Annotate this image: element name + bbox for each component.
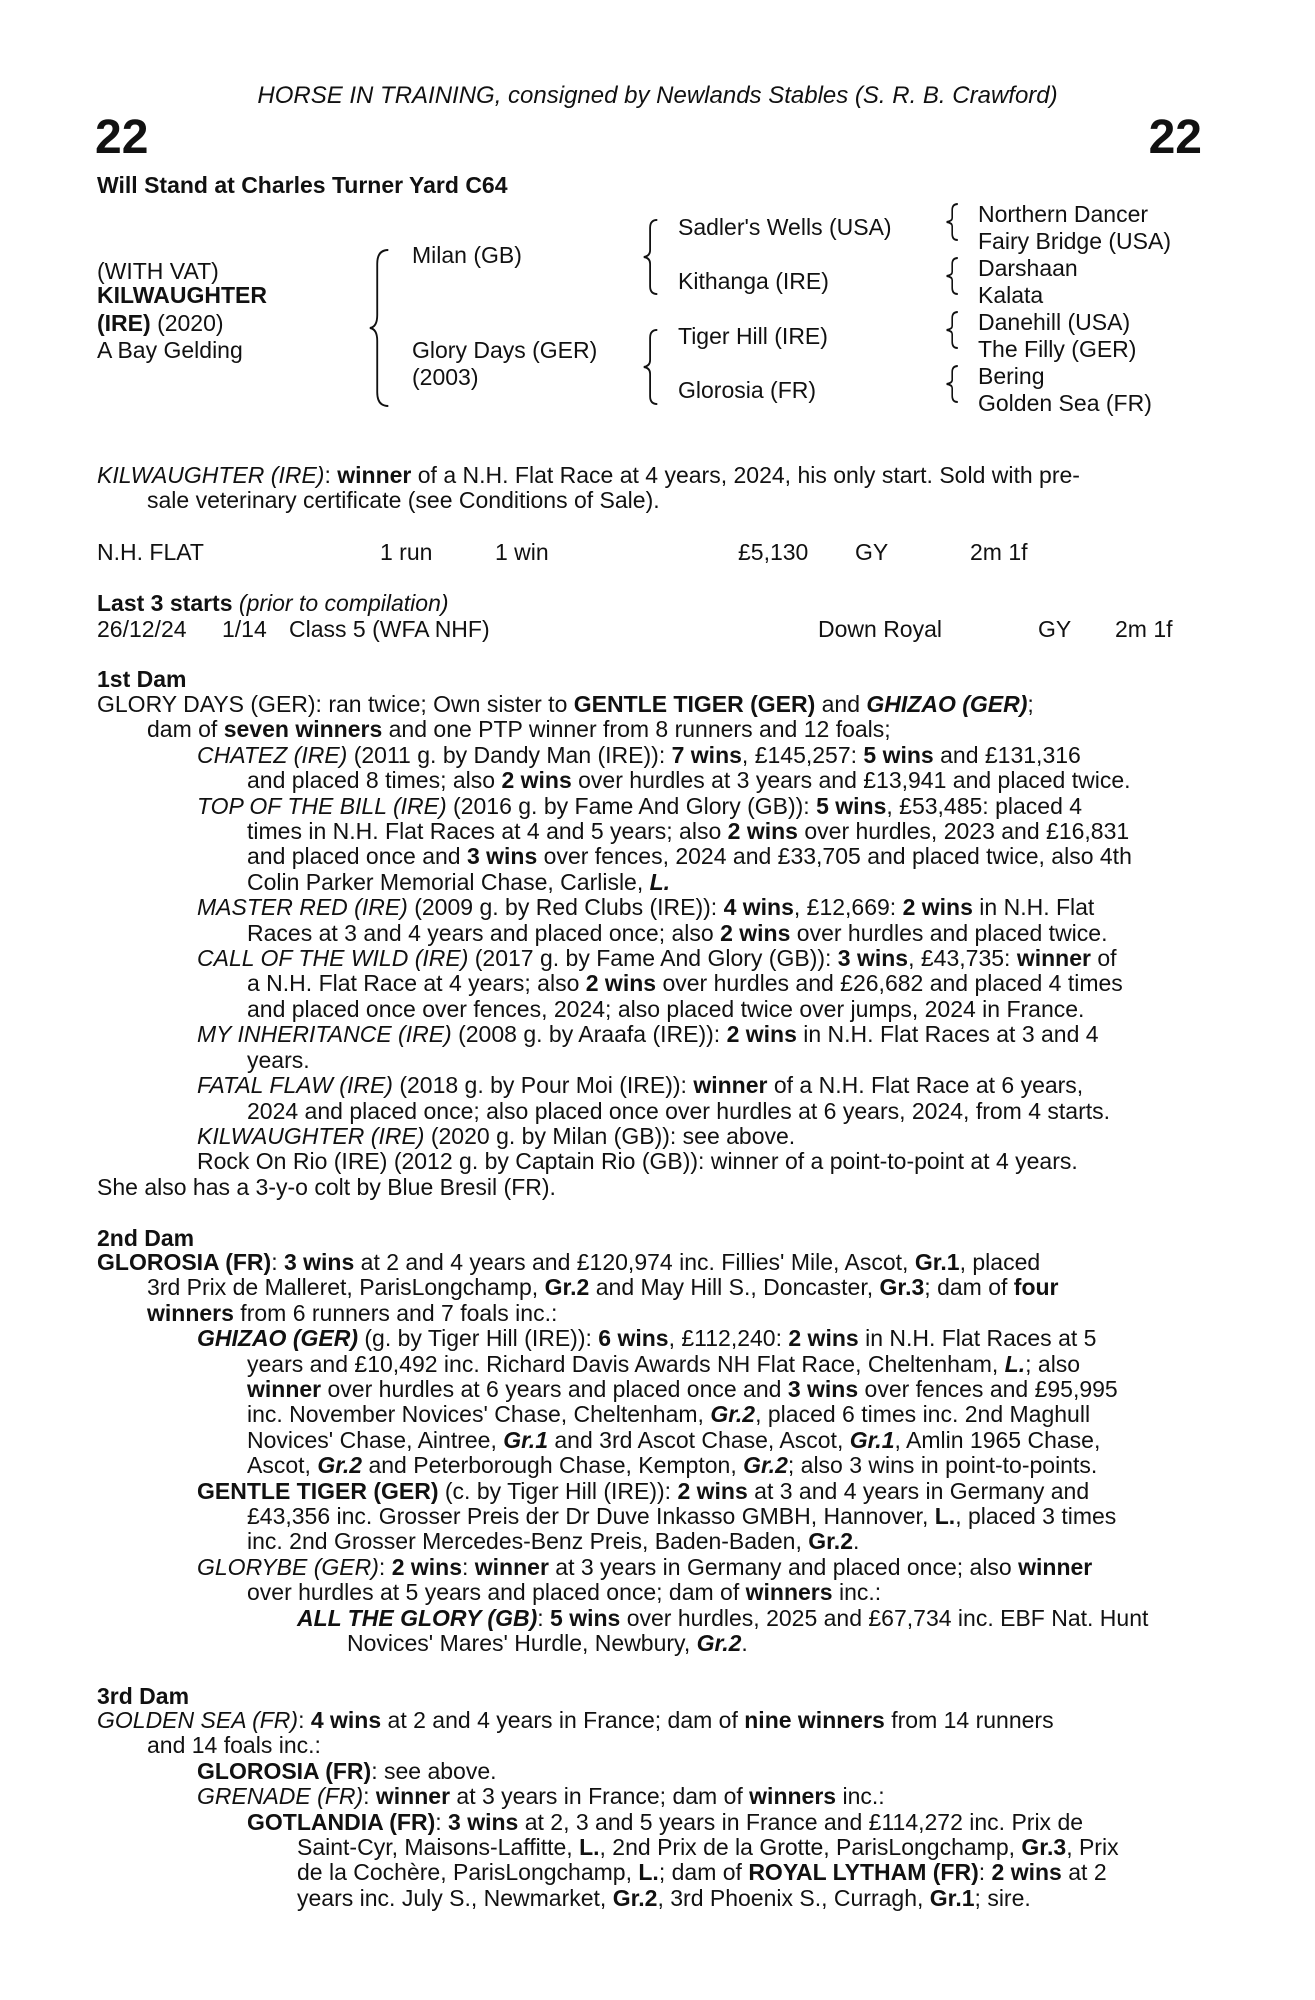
- pedigree-note-line: years.: [247, 1046, 310, 1073]
- pedigree-gen4-8: Golden Sea (FR): [978, 390, 1152, 416]
- pedigree-brace-4b: [945, 256, 961, 296]
- record-prize: £5,130: [738, 539, 809, 565]
- last-start-going: GY: [1038, 616, 1072, 642]
- pedigree-note-line: inc. November Novices' Chase, Cheltenham, Gr.2, placed 6 times inc. 2nd Maghull: [247, 1401, 1091, 1428]
- pedigree-note-line: 3rd Prix de Malleret, ParisLongchamp, Gr.2 and May Hill S., Doncaster, Gr.3; dam of four: [147, 1274, 1059, 1301]
- pedigree-note-line: £43,356 inc. Grosser Preis der Dr Duve Inkasso GMBH, Hannover, L., placed 3 times: [247, 1503, 1117, 1530]
- pedigree-note-line: winners from 6 runners and 7 foals inc.:: [147, 1299, 558, 1326]
- summary-line-2: sale veterinary certificate (see Conditions of Sale).: [147, 487, 660, 513]
- pedigree-note-line: Rock On Rio (IRE) (2012 g. by Captain Rio (GB)): winner of a point-to-point at 4 years.: [197, 1148, 1078, 1175]
- horse-year: (2020): [157, 310, 224, 336]
- pedigree-note-line: GOTLANDIA (FR): 3 wins at 2, 3 and 5 years in France and £114,272 inc. Prix de: [247, 1808, 1084, 1835]
- pedigree-note-line: and placed once and 3 wins over fences, 2024 and £33,705 and placed twice, also 4th: [247, 843, 1132, 870]
- pedigree-note-line: years and £10,492 inc. Richard Davis Awards NH Flat Race, Cheltenham, L.; also: [247, 1350, 1081, 1377]
- pedigree-gen3-1: Sadler's Wells (USA): [678, 214, 892, 240]
- pedigree-gen4-6: The Filly (GER): [978, 336, 1137, 362]
- pedigree-gen4-3: Darshaan: [978, 255, 1078, 281]
- record-type: N.H. FLAT: [97, 539, 204, 565]
- pedigree-note-line: Races at 3 and 4 years and placed once; also 2 wins over hurdles and placed twice.: [247, 919, 1108, 946]
- pedigree-note-line: Novices' Mares' Hurdle, Newbury, Gr.2.: [347, 1630, 748, 1657]
- pedigree-note-line: GOLDEN SEA (FR): 4 wins at 2 and 4 years in France; dam of nine winners from 14 runners: [97, 1707, 1054, 1733]
- pedigree-dam: Glory Days (GER): [412, 337, 598, 363]
- last-start-position: 1/14: [222, 616, 267, 642]
- horse-description: A Bay Gelding: [97, 337, 243, 363]
- pedigree-note-line: Saint-Cyr, Maisons-Laffitte, L., 2nd Prix de la Grotte, ParisLongchamp, Gr.3, Prix: [297, 1834, 1119, 1861]
- pedigree-note-line: times in N.H. Flat Races at 4 and 5 years; also 2 wins over hurdles, 2023 and £16,831: [247, 818, 1130, 845]
- pedigree-note-line: GRENADE (FR): winner at 3 years in France; dam of winners inc.:: [197, 1783, 885, 1810]
- second-dam-block: [97, 1250, 1207, 1657]
- pedigree-gen3-4: Glorosia (FR): [678, 377, 817, 403]
- pedigree-gen3-2: Kithanga (IRE): [678, 268, 829, 294]
- pedigree-note-line: and 14 foals inc.:: [147, 1732, 321, 1759]
- second-dam-heading: 2nd Dam: [97, 1225, 195, 1251]
- pedigree-gen3-3: Tiger Hill (IRE): [678, 323, 828, 349]
- record-distance: 2m 1f: [970, 539, 1028, 565]
- pedigree-gen4-1: Northern Dancer: [978, 201, 1149, 227]
- last-start-class: Class 5 (WFA NHF): [289, 616, 490, 642]
- pedigree-brace-sire: [642, 218, 660, 296]
- pedigree-note-line: Novices' Chase, Aintree, Gr.1 and 3rd Ascot Chase, Ascot, Gr.1, Amlin 1965 Chase,: [247, 1426, 1101, 1453]
- pedigree-note-line: over hurdles at 5 years and placed once; dam of winners inc.:: [247, 1579, 882, 1606]
- pedigree-note-line: GHIZAO (GER) (g. by Tiger Hill (IRE)): 6 wins, £112,240: 2 wins in N.H. Flat Races at 5: [197, 1325, 1097, 1352]
- vat-note: (WITH VAT): [97, 258, 219, 284]
- pedigree-note-line: GENTLE TIGER (GER) (c. by Tiger Hill (IRE)): 2 wins at 3 and 4 years in Germany and: [197, 1477, 1090, 1504]
- pedigree-gen4-4: Kalata: [978, 282, 1044, 308]
- record-wins: 1 win: [495, 539, 549, 565]
- record-going: GY: [855, 539, 889, 565]
- pedigree-note-line: KILWAUGHTER (IRE) (2020 g. by Milan (GB)): see above.: [197, 1122, 796, 1149]
- page-header: HORSE IN TRAINING, consigned by Newlands Stables (S. R. B. Crawford): [257, 82, 1058, 109]
- lot-number-left: 22: [95, 111, 149, 164]
- summary-line-1: KILWAUGHTER (IRE): winner of a N.H. Flat Race at 4 years, 2024, his only start. Sold with pre-: [97, 462, 1080, 488]
- pedigree-note-line: de la Cochère, ParisLongchamp, L.; dam of ROYAL LYTHAM (FR): 2 wins at 2: [297, 1859, 1107, 1886]
- pedigree-note-line: CALL OF THE WILD (IRE) (2017 g. by Fame And Glory (GB)): 3 wins, £43,735: winner of: [197, 945, 1117, 972]
- lot-number-right: 22: [1148, 111, 1202, 164]
- pedigree-note-line: Colin Parker Memorial Chase, Carlisle, L.: [247, 868, 671, 895]
- pedigree-gen4-7: Bering: [978, 363, 1045, 389]
- pedigree-brace-4d: [945, 364, 961, 404]
- pedigree-note-line: GLOROSIA (FR): 3 wins at 2 and 4 years and £120,974 inc. Fillies' Mile, Ascot, Gr.1, placed: [97, 1249, 1041, 1275]
- first-dam-heading: 1st Dam: [97, 666, 187, 692]
- pedigree-note-line: She also has a 3-y-o colt by Blue Bresil (FR).: [97, 1173, 556, 1200]
- pedigree-note-line: years inc. July S., Newmarket, Gr.2, 3rd Phoenix S., Curragh, Gr.1; sire.: [297, 1884, 1031, 1911]
- pedigree-note-line: 2024 and placed once; also placed once over hurdles at 6 years, 2024, from 4 starts.: [247, 1097, 1111, 1124]
- pedigree-sire: Milan (GB): [412, 242, 522, 268]
- pedigree-gen4-5: Danehill (USA): [978, 309, 1131, 335]
- pedigree-note-line: GLORYBE (GER): 2 wins: winner at 3 years in Germany and placed once; also winner: [197, 1553, 1093, 1580]
- pedigree-brace-4a: [945, 202, 961, 242]
- pedigree-brace-dam: [642, 328, 660, 406]
- pedigree-note-line: and placed once over fences, 2024; also placed twice over jumps, 2024 in France.: [247, 995, 1085, 1022]
- pedigree-dam-year: (2003): [412, 364, 479, 390]
- pedigree-note-line: and placed 8 times; also 2 wins over hurdles at 3 years and £13,941 and placed twice.: [247, 767, 1131, 794]
- stand-location: Will Stand at Charles Turner Yard C64: [97, 172, 508, 198]
- last-starts-heading: Last 3 starts (prior to compilation): [97, 590, 449, 616]
- horse-name: KILWAUGHTER: [97, 282, 267, 308]
- pedigree-note-line: dam of seven winners and one PTP winner from 8 runners and 12 foals;: [147, 716, 891, 743]
- last-start-date: 26/12/24: [97, 616, 187, 642]
- horse-country: (IRE): [97, 310, 151, 336]
- pedigree-note-line: ALL THE GLORY (GB): 5 wins over hurdles, 2025 and £67,734 inc. EBF Nat. Hunt: [297, 1604, 1149, 1631]
- pedigree-note-line: FATAL FLAW (IRE) (2018 g. by Pour Moi (IRE)): winner of a N.H. Flat Race at 6 years,: [197, 1072, 1084, 1099]
- third-dam-heading: 3rd Dam: [97, 1683, 190, 1709]
- summary-horse-name: KILWAUGHTER (IRE): [97, 462, 325, 488]
- first-dam-block: [97, 692, 1207, 1200]
- pedigree-brace-main: [368, 248, 392, 408]
- pedigree-note-line: TOP OF THE BILL (IRE) (2016 g. by Fame And Glory (GB)): 5 wins, £53,485: placed 4: [197, 792, 1083, 819]
- pedigree-note-line: winner over hurdles at 6 years and placed once and 3 wins over fences and £95,995: [247, 1376, 1118, 1403]
- pedigree-brace-4c: [945, 310, 961, 350]
- third-dam-block: [97, 1708, 1207, 1911]
- pedigree-note-line: inc. 2nd Grosser Mercedes-Benz Preis, Baden-Baden, Gr.2.: [247, 1528, 860, 1555]
- record-runs: 1 run: [380, 539, 433, 565]
- pedigree-note-line: a N.H. Flat Race at 4 years; also 2 wins over hurdles and £26,682 and placed 4 times: [247, 970, 1123, 997]
- horse-country-year: [97, 310, 224, 337]
- pedigree-note-line: GLOROSIA (FR): see above.: [197, 1757, 497, 1784]
- pedigree-note-line: Ascot, Gr.2 and Peterborough Chase, Kempton, Gr.2; also 3 wins in point-to-points.: [247, 1452, 1098, 1479]
- pedigree-gen4-2: Fairy Bridge (USA): [978, 228, 1171, 254]
- pedigree-note-line: MY INHERITANCE (IRE) (2008 g. by Araafa (IRE)): 2 wins in N.H. Flat Races at 3 and 4: [197, 1021, 1099, 1048]
- last-start-course: Down Royal: [818, 616, 942, 642]
- last-start-distance: 2m 1f: [1115, 616, 1173, 642]
- pedigree-note-line: MASTER RED (IRE) (2009 g. by Red Clubs (IRE)): 4 wins, £12,669: 2 wins in N.H. Flat: [197, 894, 1095, 921]
- pedigree-note-line: CHATEZ (IRE) (2011 g. by Dandy Man (IRE)): 7 wins, £145,257: 5 wins and £131,316: [197, 741, 1081, 768]
- summary-winner: winner: [337, 462, 412, 488]
- pedigree-note-line: GLORY DAYS (GER): ran twice; Own sister to GENTLE TIGER (GER) and GHIZAO (GER);: [97, 691, 1034, 717]
